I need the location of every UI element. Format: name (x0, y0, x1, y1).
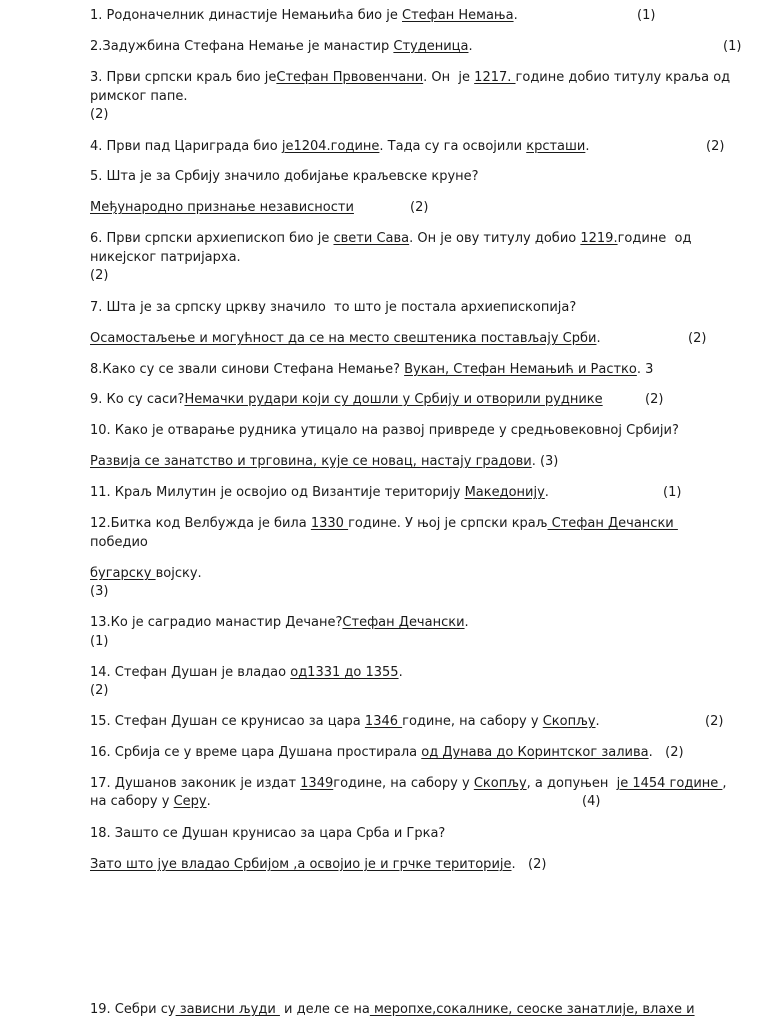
question-17-line-2: на сабору у Серу. (90, 794, 211, 809)
answer: Развија се занатство и трговина, кује се новац, настају градови (90, 454, 532, 469)
answer: Стефан Првовенчани (276, 70, 424, 85)
answer: Студеница (393, 39, 469, 54)
question-3: 3. Први српски краљ био јеСтефан Првовенчани. Он је 1217. године добио титулу краља од (90, 70, 731, 85)
answer-5 (90, 199, 354, 217)
question-12: 12.Битка код Велбужда је била 1330 године. У њој је српски краљ Стефан Дечански (90, 516, 678, 531)
question-16: 16. Србија се у време цара Душана простирала од Дунава до Коринтског залива. (2) (90, 745, 684, 760)
question-2: 2.Задужбина Стефана Немање је манастир Студеница. (90, 39, 473, 54)
question-15: 15. Стефан Душан се крунисао за цара 1346 године, на сабору у Скопљу. (90, 714, 600, 729)
answer: Стефан Дечански (547, 516, 678, 531)
answer-18: Зато што јуе владао Србијом ,а освојио је и грчке територије. (2) (90, 857, 547, 872)
answer: Вукан, Стефан Немањић и Растко (404, 362, 637, 377)
question-5: 5. Шта је за Србију значило добијање краљевске круне? (90, 169, 479, 184)
answer: Осамостаљење и могућност да се на место свештеника постављају Срби (90, 331, 597, 346)
question-12-line-2: победио (90, 535, 148, 550)
question-6: 6. Први српски архиепископ био је свети Сава. Он је ову титулу добио 1219.године од (90, 231, 692, 246)
answer: Стефан Немања (402, 8, 514, 23)
points: (2) (688, 331, 707, 346)
points: (4) (582, 794, 601, 809)
answer: 1217. (474, 70, 516, 85)
points: (1) (90, 634, 109, 649)
answer: бугарску (90, 566, 156, 581)
question-19: 19. Себри су зависни људи и деле се на меропхе,сокалнике, сеоске занатлије, влахе и (90, 1002, 695, 1017)
answer: је 1454 године (616, 776, 723, 791)
points: (2) (645, 392, 664, 407)
answer-7: Осамостаљење и могућност да се на место свештеника постављају Срби. (90, 331, 601, 346)
points: (2) (410, 200, 429, 215)
answer: 1346 (364, 714, 403, 729)
question-14: 14. Стефан Душан је владао од1331 до 1355. (90, 665, 403, 680)
points: (3) (90, 584, 109, 599)
question-6-line-2: никејског патријарха. (90, 250, 241, 265)
points: (2) (705, 714, 724, 729)
answer: Скопљу (473, 776, 527, 791)
points: (2) (90, 683, 109, 698)
question-7: 7. Шта је за српску цркву значило то што је постала архиепископија? (90, 300, 577, 315)
question-18: 18. Зашто се Душан крунисао за цара Срба и Грка? (90, 826, 446, 841)
question-10: 10. Како је отварање рудника утицало на развој привреде у средњовековној Србији? (90, 423, 679, 438)
answer: Немачки рудари који су дошли у Србију и отворили руднике (184, 392, 603, 407)
answer: Стефан Дечански (342, 615, 465, 630)
question-13: 13.Ко је саградио манастир Дечане?Стефан Дечански. (90, 615, 469, 630)
answer: од Дунава до Коринтског залива (421, 745, 649, 760)
points: (1) (723, 39, 742, 54)
points: (2) (706, 139, 725, 154)
question-9: 9. Ко су саси?Немачки рудари који су дошли у Србију и отворили руднике (90, 392, 603, 407)
question-12-line-3: бугарску војску. (90, 566, 202, 581)
answer: Македонију (464, 485, 545, 500)
answer: од1331 до 1355 (290, 665, 399, 680)
answer: Скопљу (542, 714, 596, 729)
answer: Зато што јуе владао Србијом ,а освојио је и грчке територије (90, 857, 512, 872)
question-4: 4. Први пад Цариграда био је1204.године. Тада су га освојили крсташи. (90, 139, 590, 154)
question-1: 1. Родоначелник династије Немањића био је Стефан Немања. (90, 8, 518, 23)
answer: зависни људи (175, 1002, 280, 1017)
answer: Међународно признање независности (90, 200, 354, 215)
points: (2) (90, 107, 109, 122)
answer: је1204.године (281, 139, 380, 154)
answer: крсташи (526, 139, 586, 154)
question-11: 11. Краљ Милутин је освојио од Византије територију Македонију. (90, 485, 549, 500)
points: (2) (90, 268, 109, 283)
answer: Серу (173, 794, 207, 809)
answer: 1219. (580, 231, 618, 246)
answer: 1349 (300, 776, 334, 791)
question-17: 17. Душанов законик је издат 1349године, на сабору у Скопљу, а допуњен је 1454 године , (90, 776, 727, 791)
answer: свети Сава (333, 231, 410, 246)
answer-10: Развија се занатство и трговина, кује се новац, настају градови. (3) (90, 454, 559, 469)
points: (1) (663, 485, 682, 500)
question-3-line-2: римског папе. (90, 89, 188, 104)
answer: меропхе,сокалнике, сеоске занатлије, влахе и (369, 1002, 695, 1017)
question-8: 8.Како су се звали синови Стефана Немање? Вукан, Стефан Немањић и Растко. 3 (90, 362, 654, 377)
answer: 1330 (310, 516, 349, 531)
points: (1) (637, 8, 656, 23)
